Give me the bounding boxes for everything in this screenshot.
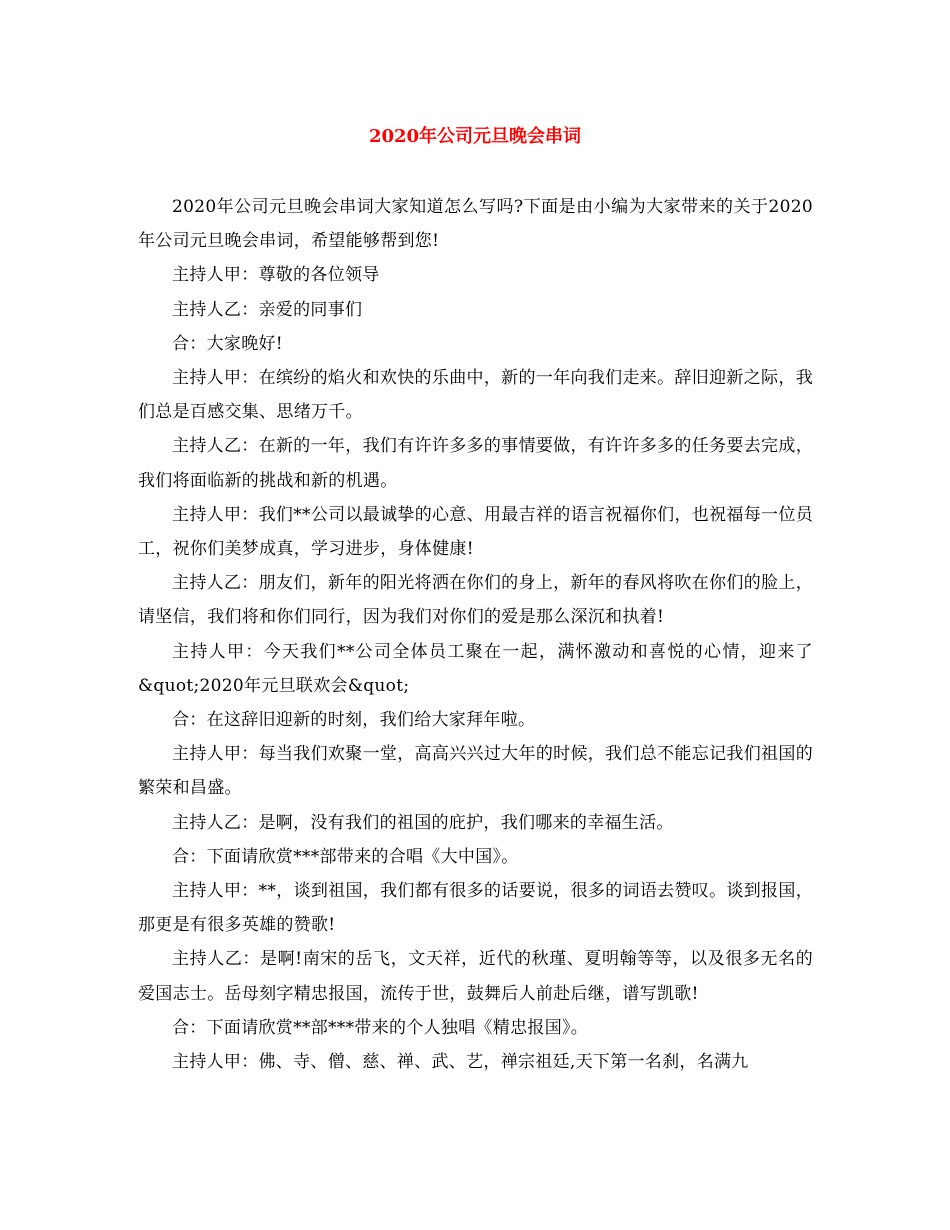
paragraph-line: 主持人甲：每当我们欢聚一堂，高高兴兴过大年的时候，我们总不能忘记我们祖国的繁荣和昌盛。 xyxy=(138,744,813,799)
paragraph-line: 主持人乙：是啊!南宋的岳飞，文天祥，近代的秋瑾、夏明翰等等，以及很多无名的爱国志士。岳母刻字精忠报国，流传于世，鼓舞后人前赴后继，谱写凯歌! xyxy=(138,949,813,1004)
paragraph-line: 主持人甲：**，谈到祖国，我们都有很多的话要说，很多的词语去赞叹。谈到报国，那更是有很多英雄的赞歌! xyxy=(138,881,813,936)
document-body xyxy=(138,190,813,1079)
paragraph-line: 主持人乙：朋友们，新年的阳光将洒在你们的身上，新年的春风将吹在你们的脸上，请坚信，我们将和你们同行，因为我们对你们的爱是那么深沉和执着! xyxy=(138,573,813,628)
paragraph-line: 主持人甲：佛、寺、僧、慈、禅、武、艺，禅宗祖廷,天下第一名刹，名满九 xyxy=(172,1052,749,1073)
paragraph-line: 主持人乙：是啊，没有我们的祖国的庇护，我们哪来的幸福生活。 xyxy=(172,812,674,833)
paragraph-line: 主持人甲：我们**公司以最诚挚的心意、用最吉祥的语言祝福你们，也祝福每一位员工，祝你们美梦成真，学习进步，身体健康! xyxy=(138,504,813,560)
paragraph-line: 主持人甲：在缤纷的焰火和欢快的乐曲中，新的一年向我们走来。辞旧迎新之际，我们总是百感交集、思绪万千。 xyxy=(138,368,813,423)
paragraph-line: 合：在这辞旧迎新的时刻，我们给大家拜年啦。 xyxy=(172,710,536,731)
paragraph-line: 主持人乙：亲爱的同事们 xyxy=(172,299,363,320)
paragraph-line: 合：下面请欣赏***部带来的合唱《大中国》。 xyxy=(172,846,519,867)
paragraph-line: 合：大家晚好! xyxy=(172,333,283,354)
page-title: 2020年公司元旦晚会串词 xyxy=(368,126,582,147)
paragraph-intro: 2020年公司元旦晚会串词大家知道怎么写吗?下面是由小编为大家带来的关于2020年公司元旦晚会串词，希望能够帮到您! xyxy=(138,197,813,252)
paragraph-line: 主持人甲：今天我们**公司全体员工聚在一起，满怀激动和喜悦的心情，迎来了&quot;2020年元旦联欢会&quot; xyxy=(138,641,813,696)
paragraph-line: 合：下面请欣赏**部***带来的个人独唱《精忠报国》。 xyxy=(172,1017,589,1038)
paragraph-line: 主持人甲：尊敬的各位领导 xyxy=(172,265,380,286)
paragraph-line: 主持人乙：在新的一年，我们有许许多多的事情要做，有许许多多的任务要去完成，我们将面临新的挑战和新的机遇。 xyxy=(138,436,813,491)
